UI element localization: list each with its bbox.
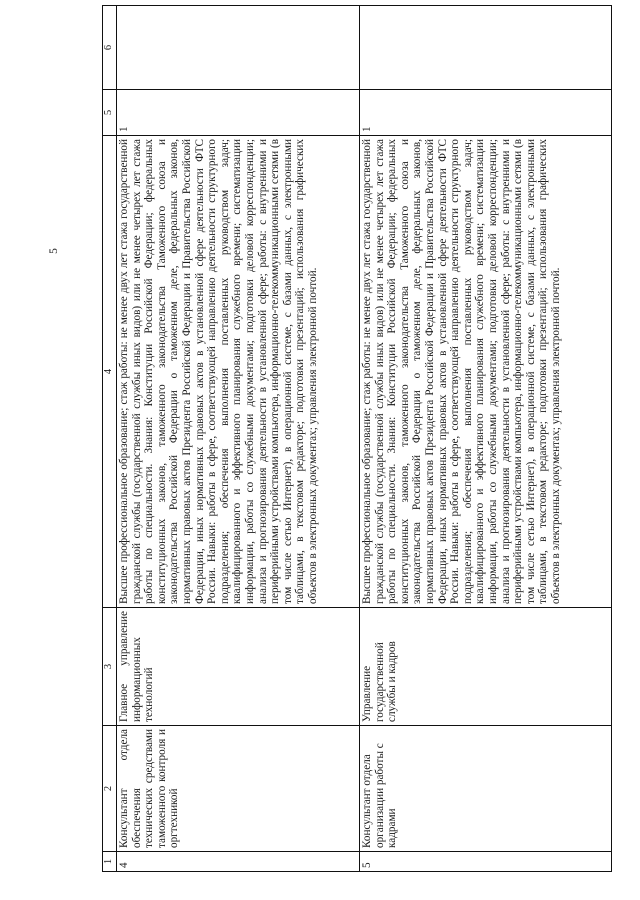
- department-cell: Главное управление информационных технологий: [117, 608, 360, 726]
- note-cell: [360, 6, 612, 90]
- column-header: 6: [103, 6, 117, 90]
- row-number: 5: [360, 852, 612, 872]
- table-row: [360, 6, 612, 872]
- row-number: 4: [117, 852, 360, 872]
- column-header: 3: [103, 608, 117, 726]
- column-header: 4: [103, 136, 117, 608]
- column-header: 2: [103, 726, 117, 852]
- table-row: [117, 6, 360, 872]
- count-cell: 1: [360, 90, 612, 136]
- position-cell: Консультант отдела обеспечения технических средствами таможенного контроля и оргтехникой: [117, 726, 360, 852]
- column-number-row: [103, 6, 117, 872]
- requirements-cell: Высшее профессиональное образование; стаж работы: не менее двух лет стажа государственной гражданской службы (государственной службы иных видов) или не менее четырех лет стажа работы по специальности. Знания: Конституции Российской Федерации; федеральных конституционных законов, таможенного законодательства Таможенного союза и законодательства Российской Федерации о таможенном деле, федеральных законов, нормативных правовых актов Президента Российской Федерации и Правительства Российской Федерации, иных нормативных правовых актов в установленной сфере деятельности ФТС России. Навыки: работы в сфере, соответствующей направлению деятельности структурного подразделения; обеспечения выполнения поставленных руководством задач; квалифицированного и эффективного планирования служебного времени; систематизации информации, работы со служебными документами; подготовки деловой корреспонденции; анализа и прогнозирования деятельности в установленной сфере; работы: с внутренними и периферийными устройствами компьютера, информационно-телекоммуникационными сетями (в том числе сетью Интернет), в операционной системе, с базами данных, с электронными таблицами, в текстовом редакторе; подготовки презентаций; использования графических объектов в электронных документах; управления электронной почтой.: [360, 136, 612, 608]
- requirements-cell: Высшее профессиональное образование; стаж работы: не менее двух лет стажа государственной гражданской службы (государственной службы иных видов) или не менее четырех лет стажа работы по специальности. Знания: Конституции Российской Федерации; федеральных конституционных законов, таможенного законодательства Таможенного союза и законодательства Российской Федерации о таможенном деле, федеральных законов, нормативных правовых актов Президента Российской Федерации и Правительства Российской Федерации, иных нормативных правовых актов в установленной сфере деятельности ФТС России. Навыки: работы в сфере, соответствующей направлению деятельности структурного подразделения; обеспечения выполнения поставленных руководством задач; квалифицированного и эффективного планирования служебного времени; систематизации информации, работы со служебными документами; подготовки деловой корреспонденции; анализа и прогнозирования деятельности в установленной сфере; работы: с внутренними и периферийными устройствами компьютера, информационно-телекоммуникационными сетями (в том числе сетью Интернет), в операционной системе, с базами данных, с электронными таблицами, в текстовом редакторе; подготовки презентаций; использования графических объектов в электронных документах; управления электронной почтой.: [117, 136, 360, 608]
- column-header: 1: [103, 852, 117, 872]
- count-cell: 1: [117, 90, 360, 136]
- page-number: 5: [48, 248, 60, 254]
- column-header: 5: [103, 90, 117, 136]
- vacancy-table: [102, 5, 612, 872]
- note-cell: [117, 6, 360, 90]
- position-cell: Консультант отдела организации работы с кадрами: [360, 726, 612, 852]
- rotated-table-container: [102, 6, 626, 872]
- department-cell: Управление государственной службы и кадров: [360, 608, 612, 726]
